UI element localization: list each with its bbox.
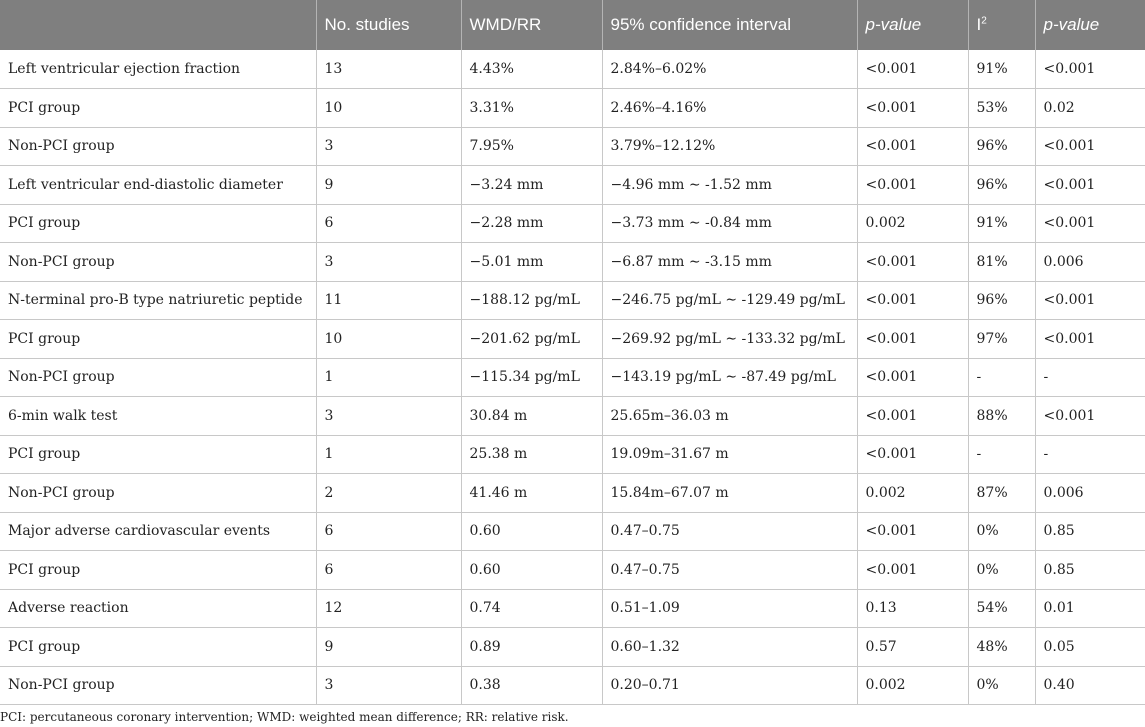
studies-cell: 3: [316, 243, 461, 282]
studies-cell: 3: [316, 127, 461, 166]
i-squared-cell: -: [968, 358, 1035, 397]
outcome-cell: Non-PCI group: [0, 666, 316, 705]
i-squared-cell: 0%: [968, 512, 1035, 551]
outcome-cell: PCI group: [0, 320, 316, 359]
effect-cell: −188.12 pg/mL: [461, 281, 602, 320]
p-value-cell: <0.001: [857, 551, 968, 590]
outcome-cell: Non-PCI group: [0, 474, 316, 513]
studies-cell: 6: [316, 204, 461, 243]
heterogeneity-p-cell: -: [1035, 358, 1145, 397]
ci-cell: 19.09m–31.67 m: [602, 435, 857, 474]
p-value-cell: <0.001: [857, 512, 968, 551]
ci-cell: 2.46%–4.16%: [602, 89, 857, 128]
outcome-cell: Major adverse cardiovascular events: [0, 512, 316, 551]
heterogeneity-p-cell: <0.001: [1035, 50, 1145, 89]
ci-cell: 0.60–1.32: [602, 628, 857, 667]
i-squared-cell: 53%: [968, 89, 1035, 128]
effect-cell: −115.34 pg/mL: [461, 358, 602, 397]
p-value-cell: 0.57: [857, 628, 968, 667]
table-row: [0, 204, 1145, 243]
heterogeneity-p-cell: <0.001: [1035, 166, 1145, 205]
p-value-cell: 0.002: [857, 666, 968, 705]
i-squared-cell: 97%: [968, 320, 1035, 359]
p-value-cell: <0.001: [857, 243, 968, 282]
table-row: [0, 666, 1145, 705]
header-row: [0, 0, 1145, 50]
outcome-cell: 6-min walk test: [0, 397, 316, 436]
outcome-cell: PCI group: [0, 204, 316, 243]
effect-cell: 0.89: [461, 628, 602, 667]
ci-cell: −6.87 mm ∼ -3.15 mm: [602, 243, 857, 282]
heterogeneity-p-cell: 0.006: [1035, 474, 1145, 513]
ci-cell: −3.73 mm ∼ -0.84 mm: [602, 204, 857, 243]
heterogeneity-p-cell: 0.006: [1035, 243, 1145, 282]
table-row: [0, 243, 1145, 282]
outcome-cell: Adverse reaction: [0, 589, 316, 628]
studies-cell: 1: [316, 435, 461, 474]
outcome-cell: PCI group: [0, 628, 316, 667]
heterogeneity-p-cell: 0.85: [1035, 512, 1145, 551]
i-squared-cell: -: [968, 435, 1035, 474]
p-value-cell: <0.001: [857, 166, 968, 205]
table-row: [0, 589, 1145, 628]
header-cell-heterogeneity-p-value: p-value: [1043, 15, 1100, 34]
effect-cell: 4.43%: [461, 50, 602, 89]
i-squared-cell: 0%: [968, 666, 1035, 705]
i-squared-cell: 91%: [968, 50, 1035, 89]
effect-cell: −5.01 mm: [461, 243, 602, 282]
p-value-cell: <0.001: [857, 89, 968, 128]
i-squared-cell: 96%: [968, 127, 1035, 166]
studies-cell: 11: [316, 281, 461, 320]
studies-cell: 2: [316, 474, 461, 513]
effect-cell: 41.46 m: [461, 474, 602, 513]
outcome-cell: Non-PCI group: [0, 127, 316, 166]
studies-cell: 6: [316, 512, 461, 551]
header-cell-outcome: [0, 0, 316, 50]
heterogeneity-p-cell: -: [1035, 435, 1145, 474]
ci-cell: 2.84%–6.02%: [602, 50, 857, 89]
effect-cell: 30.84 m: [461, 397, 602, 436]
studies-cell: 3: [316, 666, 461, 705]
table-row: [0, 281, 1145, 320]
effect-cell: −201.62 pg/mL: [461, 320, 602, 359]
studies-cell: 10: [316, 89, 461, 128]
heterogeneity-p-cell: <0.001: [1035, 397, 1145, 436]
heterogeneity-p-cell: <0.001: [1035, 281, 1145, 320]
i-squared-cell: 91%: [968, 204, 1035, 243]
heterogeneity-p-cell: <0.001: [1035, 204, 1145, 243]
ci-cell: 3.79%–12.12%: [602, 127, 857, 166]
outcome-cell: Left ventricular end-diastolic diameter: [0, 166, 316, 205]
header-cell-confidence-interval: 95% confidence interval: [602, 0, 857, 50]
studies-cell: 9: [316, 166, 461, 205]
p-value-cell: 0.002: [857, 474, 968, 513]
p-value-cell: <0.001: [857, 281, 968, 320]
ci-cell: 0.51–1.09: [602, 589, 857, 628]
heterogeneity-p-cell: 0.85: [1035, 551, 1145, 590]
heterogeneity-p-cell: 0.02: [1035, 89, 1145, 128]
effect-cell: 3.31%: [461, 89, 602, 128]
table-row: [0, 512, 1145, 551]
heterogeneity-p-cell: <0.001: [1035, 320, 1145, 359]
header-cell-i-squared: $I^2$: [968, 0, 1035, 50]
effect-cell: −3.24 mm: [461, 166, 602, 205]
table-row: [0, 397, 1145, 436]
effect-cell: 25.38 m: [461, 435, 602, 474]
p-value-cell: <0.001: [857, 320, 968, 359]
outcome-cell: Left ventricular ejection fraction: [0, 50, 316, 89]
outcome-cell: N-terminal pro-B type natriuretic peptide: [0, 281, 316, 320]
outcome-cell: Non-PCI group: [0, 358, 316, 397]
table-body: [0, 50, 1145, 705]
studies-cell: 1: [316, 358, 461, 397]
table-row: [0, 358, 1145, 397]
outcome-cell: PCI group: [0, 89, 316, 128]
heterogeneity-p-cell: 0.01: [1035, 589, 1145, 628]
ci-cell: 15.84m–67.07 m: [602, 474, 857, 513]
effect-cell: −2.28 mm: [461, 204, 602, 243]
table-row: [0, 435, 1145, 474]
p-value-cell: <0.001: [857, 127, 968, 166]
header-cell-wmd-rr: WMD/RR: [461, 0, 602, 50]
effect-cell: 0.60: [461, 551, 602, 590]
i-squared-cell: 88%: [968, 397, 1035, 436]
table-row: [0, 551, 1145, 590]
i-squared-cell: 87%: [968, 474, 1035, 513]
ci-cell: −246.75 pg/mL ∼ -129.49 pg/mL: [602, 281, 857, 320]
header-cell-no-studies: No. studies: [316, 0, 461, 50]
p-value-cell: 0.002: [857, 204, 968, 243]
ci-cell: 25.65m–36.03 m: [602, 397, 857, 436]
ci-cell: −143.19 pg/mL ∼ -87.49 pg/mL: [602, 358, 857, 397]
studies-cell: 13: [316, 50, 461, 89]
ci-cell: −269.92 pg/mL ∼ -133.32 pg/mL: [602, 320, 857, 359]
effect-cell: 7.95%: [461, 127, 602, 166]
ci-cell: 0.20–0.71: [602, 666, 857, 705]
studies-cell: 3: [316, 397, 461, 436]
outcome-cell: PCI group: [0, 551, 316, 590]
studies-cell: 10: [316, 320, 461, 359]
heterogeneity-p-cell: <0.001: [1035, 127, 1145, 166]
table-row: [0, 89, 1145, 128]
table-footnote: PCI: percutaneous coronary intervention; WMD: weighted mean difference; RR: relative risk.: [0, 710, 569, 724]
i-squared-cell: 48%: [968, 628, 1035, 667]
table-row: [0, 127, 1145, 166]
p-value-cell: 0.13: [857, 589, 968, 628]
heterogeneity-p-cell: 0.05: [1035, 628, 1145, 667]
table-row: [0, 50, 1145, 89]
i-squared-cell: 81%: [968, 243, 1035, 282]
table-row: [0, 474, 1145, 513]
ci-cell: −4.96 mm ∼ -1.52 mm: [602, 166, 857, 205]
header-cell-p-value: p-value: [857, 0, 968, 50]
studies-cell: 12: [316, 589, 461, 628]
table-row: [0, 320, 1145, 359]
studies-cell: 6: [316, 551, 461, 590]
heterogeneity-p-cell: 0.40: [1035, 666, 1145, 705]
ci-cell: 0.47–0.75: [602, 551, 857, 590]
studies-cell: 9: [316, 628, 461, 667]
p-value-cell: <0.001: [857, 397, 968, 436]
ci-cell: 0.47–0.75: [602, 512, 857, 551]
outcome-cell: Non-PCI group: [0, 243, 316, 282]
i-squared-cell: 96%: [968, 281, 1035, 320]
effect-cell: 0.60: [461, 512, 602, 551]
p-value-cell: <0.001: [857, 435, 968, 474]
effect-cell: 0.74: [461, 589, 602, 628]
i-squared-cell: 0%: [968, 551, 1035, 590]
p-value-cell: <0.001: [857, 50, 968, 89]
table-header: [0, 0, 1145, 50]
p-value-cell: <0.001: [857, 358, 968, 397]
effect-cell: 0.38: [461, 666, 602, 705]
i-squared-cell: 54%: [968, 589, 1035, 628]
i-squared-cell: 96%: [968, 166, 1035, 205]
table-row: [0, 166, 1145, 205]
outcome-cell: PCI group: [0, 435, 316, 474]
table-row: [0, 628, 1145, 667]
